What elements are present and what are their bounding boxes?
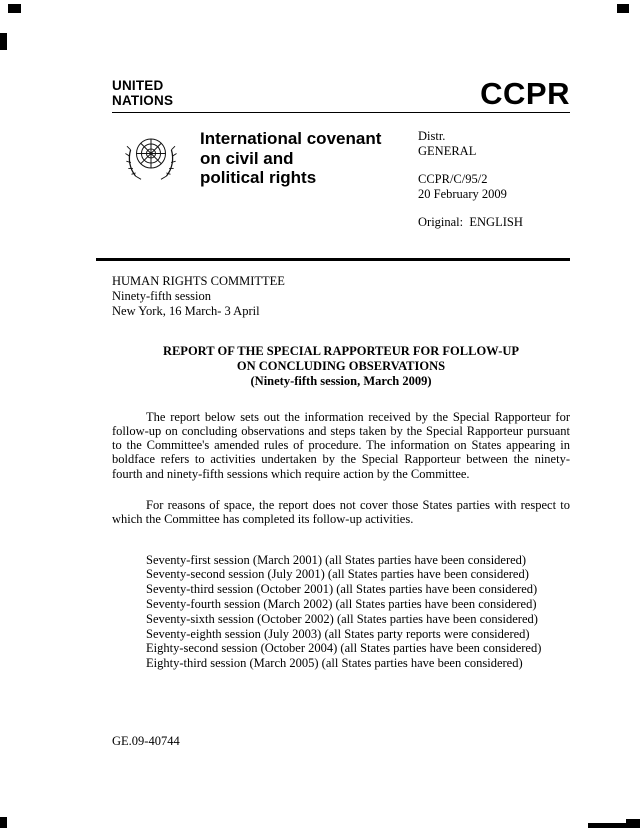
- doc-info-block: [418, 129, 570, 244]
- doc-symbol: CCPR/C/95/2: [418, 172, 488, 186]
- document-series-symbol: CCPR: [480, 76, 570, 111]
- distr-label: Distr.: [418, 129, 446, 143]
- session-list-item: Seventy-fourth session (March 2002) (all States parties have been considered): [146, 596, 537, 611]
- committee-session: Ninety-fifth session: [112, 288, 211, 303]
- report-title-line3: (Ninety-fifth session, March 2009): [250, 373, 432, 388]
- scan-artifact: [617, 4, 629, 13]
- doc-date: 20 February 2009: [418, 186, 507, 201]
- session-list-item: Seventy-first session (March 2001) (all States parties have been considered): [146, 552, 527, 567]
- covenant-title: [200, 129, 400, 244]
- header-rule: [112, 112, 570, 113]
- session-list-item: Eighty-second session (October 2004) (all States parties have been considered): [146, 641, 542, 656]
- covenant-title-line3: political rights: [200, 168, 317, 187]
- report-title-line2: ON CONCLUDING OBSERVATIONS: [236, 358, 446, 373]
- section-divider-rule: [96, 258, 570, 261]
- committee-venue: New York, 16 March- 3 April: [112, 303, 260, 318]
- session-list-item: Seventy-second session (July 2001) (all States parties have been considered): [146, 567, 529, 582]
- ge-document-number: GE.09-40744: [112, 734, 180, 748]
- covenant-title-line2: on civil and: [200, 148, 294, 168]
- report-title-line1: REPORT OF THE SPECIAL RAPPORTEUR FOR FOLLOW-UP: [162, 343, 520, 358]
- session-list-item: Seventy-sixth session (October 2002) (all States parties have been considered): [146, 611, 538, 626]
- document-content: [112, 78, 570, 671]
- org-name-line2: NATIONS: [112, 93, 174, 108]
- un-emblem-icon: [122, 129, 180, 187]
- body-paragraph-1: The report below sets out the information received by the Special Rapporteur for follow-up on concluding observations and steps taken by the Special Rapporteur pursuant to the Committee's amended rules of procedure. The information on States appearing in boldface refers to activities undertaken by the Special Rapporteur between the ninety-fourth and ninety-fifth sessions which require action by the Committee.: [112, 409, 570, 481]
- session-list-item: Seventy-third session (October 2001) (all States parties have been considered): [146, 582, 538, 597]
- session-list: [146, 553, 570, 671]
- scan-artifact: [0, 33, 7, 50]
- org-name-line1: UNITED: [112, 78, 164, 93]
- committee-name: HUMAN RIGHTS COMMITTEE: [112, 273, 285, 288]
- scan-artifact: [8, 4, 21, 13]
- body-paragraph-2: For reasons of space, the report does not cover those States parties with respect to which the Committee has completed its follow-up activities.: [112, 497, 570, 527]
- report-title: [112, 344, 570, 389]
- covenant-title-line1: International covenant: [200, 129, 382, 148]
- masthead-mid-row: [112, 129, 570, 244]
- session-list-item: Eighty-third session (March 2005) (all States parties have been considered): [146, 656, 523, 671]
- distribution-block: [418, 129, 570, 158]
- session-list-item: Seventy-eighth session (July 2003) (all States party reports were considered): [146, 626, 530, 641]
- committee-block: [112, 274, 570, 319]
- symbol-date-block: [418, 172, 570, 201]
- org-name: [112, 78, 173, 108]
- masthead-top-row: [112, 76, 570, 111]
- distr-value: GENERAL: [418, 143, 477, 158]
- original-language: Original: ENGLISH: [418, 215, 523, 229]
- scan-artifact: [626, 819, 640, 828]
- scan-artifact: [588, 823, 628, 828]
- scan-artifact: [0, 817, 7, 828]
